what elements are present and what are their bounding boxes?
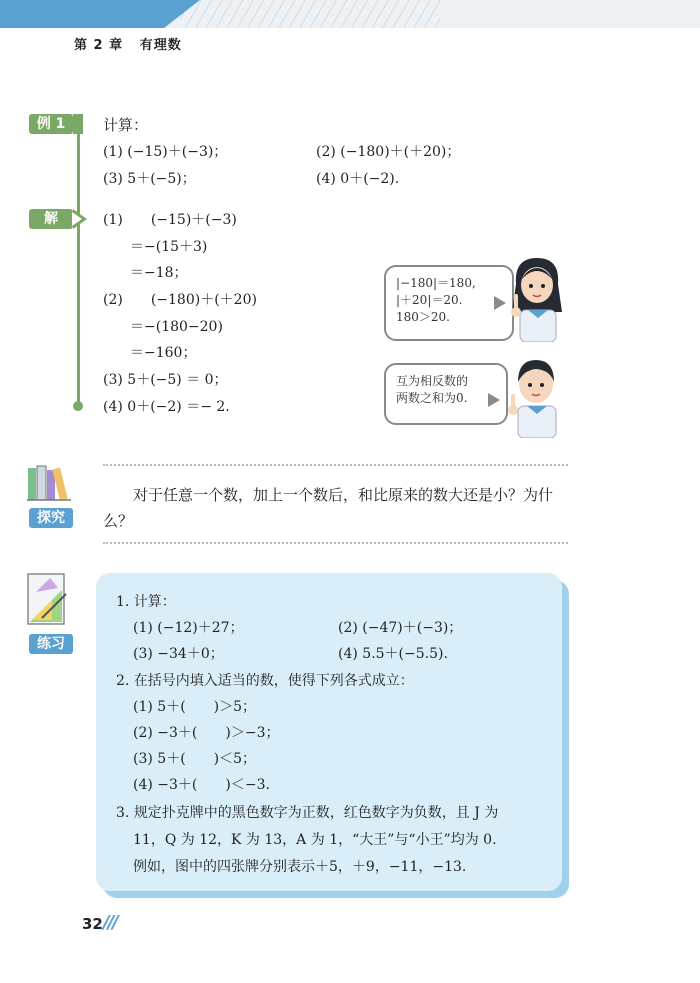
q2-item-2: (2) −3＋( )＞−3； [133, 725, 280, 741]
solution-line-7: (3) 5＋(−5) ＝ 0； [103, 372, 228, 388]
solution-tag: 解 [29, 209, 73, 229]
dotted-divider-top [103, 464, 568, 466]
example-prompt: 计算： [103, 116, 149, 134]
q2-item-1: (1) 5＋( )＞5； [133, 699, 257, 715]
example-item-1: (1) (−15)＋(−3)； [103, 144, 228, 160]
chapter-number: 第 2 章 [74, 38, 124, 53]
example-timeline [77, 114, 80, 406]
books-icon [25, 462, 75, 504]
bubble-line: 180＞20. [396, 310, 450, 324]
bubble-tail [488, 393, 500, 407]
solution-line-6: ＝−160； [130, 345, 197, 361]
chapter-heading [74, 34, 182, 53]
solution-arrow-inner [72, 212, 82, 226]
dotted-divider-bottom [103, 542, 568, 544]
q1-item-4: (4) 5.5＋(−5.5). [338, 646, 448, 662]
page-number: 32 [82, 915, 103, 933]
timeline-end-dot [73, 401, 83, 411]
explore-question [103, 482, 573, 534]
solution-line-4: (2) (−180)＋(＋20) [103, 292, 257, 308]
page-number-decoration: /// [103, 912, 117, 933]
q1-item-3: (3) −34＋0； [133, 646, 224, 662]
bubble-line: |−180|＝180, [396, 276, 476, 290]
solution-line-3: ＝−18； [130, 265, 188, 281]
q1-label: 1. 计算： [116, 594, 176, 610]
example-tag: 例 1 [29, 114, 73, 134]
example-tag-connector [73, 114, 83, 134]
geometry-tools-icon [22, 570, 76, 630]
q1-item-1: (1) (−12)＋27； [133, 620, 244, 636]
bubble-line: 互为相反数的 [396, 374, 469, 388]
solution-line-8: (4) 0＋(−2) ＝− 2. [103, 399, 230, 415]
solution-line-5: ＝−(180−20) [130, 319, 223, 335]
q2-label: 2. 在括号内填入适当的数，使得下列各式成立： [116, 673, 414, 689]
q3-line-3: 例如，图中的四张牌分别表示＋5，＋9，−11，−13. [133, 859, 467, 875]
girl-illustration [506, 254, 568, 342]
explore-tag: 探究 [29, 508, 73, 528]
bubble-line: |＋20|＝20. [396, 293, 463, 307]
q1-item-2: (2) (−47)＋(−3)； [338, 620, 463, 636]
example-item-2: (2) (−180)＋(＋20)； [316, 144, 461, 160]
q2-item-3: (3) 5＋( )＜5； [133, 751, 257, 767]
bubble-tail [494, 296, 506, 310]
boy-illustration [504, 354, 568, 438]
bubble-line: 两数之和为0. [396, 391, 468, 405]
solution-line-1: (1) (−15)＋(−3) [103, 212, 237, 228]
q2-item-4: (4) −3＋( )＜−3. [133, 777, 270, 793]
practice-tag: 练习 [29, 634, 73, 654]
header-decoration [180, 0, 440, 28]
q3-line-2: 11，Q 为 12，K 为 13，A 为 1，“大王”与“小王”均为 0. [133, 832, 497, 848]
q3-line-1: 3. 规定扑克牌中的黑色数字为正数，红色数字为负数，且 J 为 [116, 805, 499, 821]
example-item-4: (4) 0＋(−2). [316, 171, 400, 187]
chapter-title: 有理数 [139, 38, 182, 53]
example-item-3: (3) 5＋(−5)； [103, 171, 196, 187]
explore-question-text: 对于任意一个数，加上一个数后，和比原来的数大还是小？为什么？ [103, 486, 554, 530]
solution-line-2: ＝−(15＋3) [130, 239, 208, 255]
